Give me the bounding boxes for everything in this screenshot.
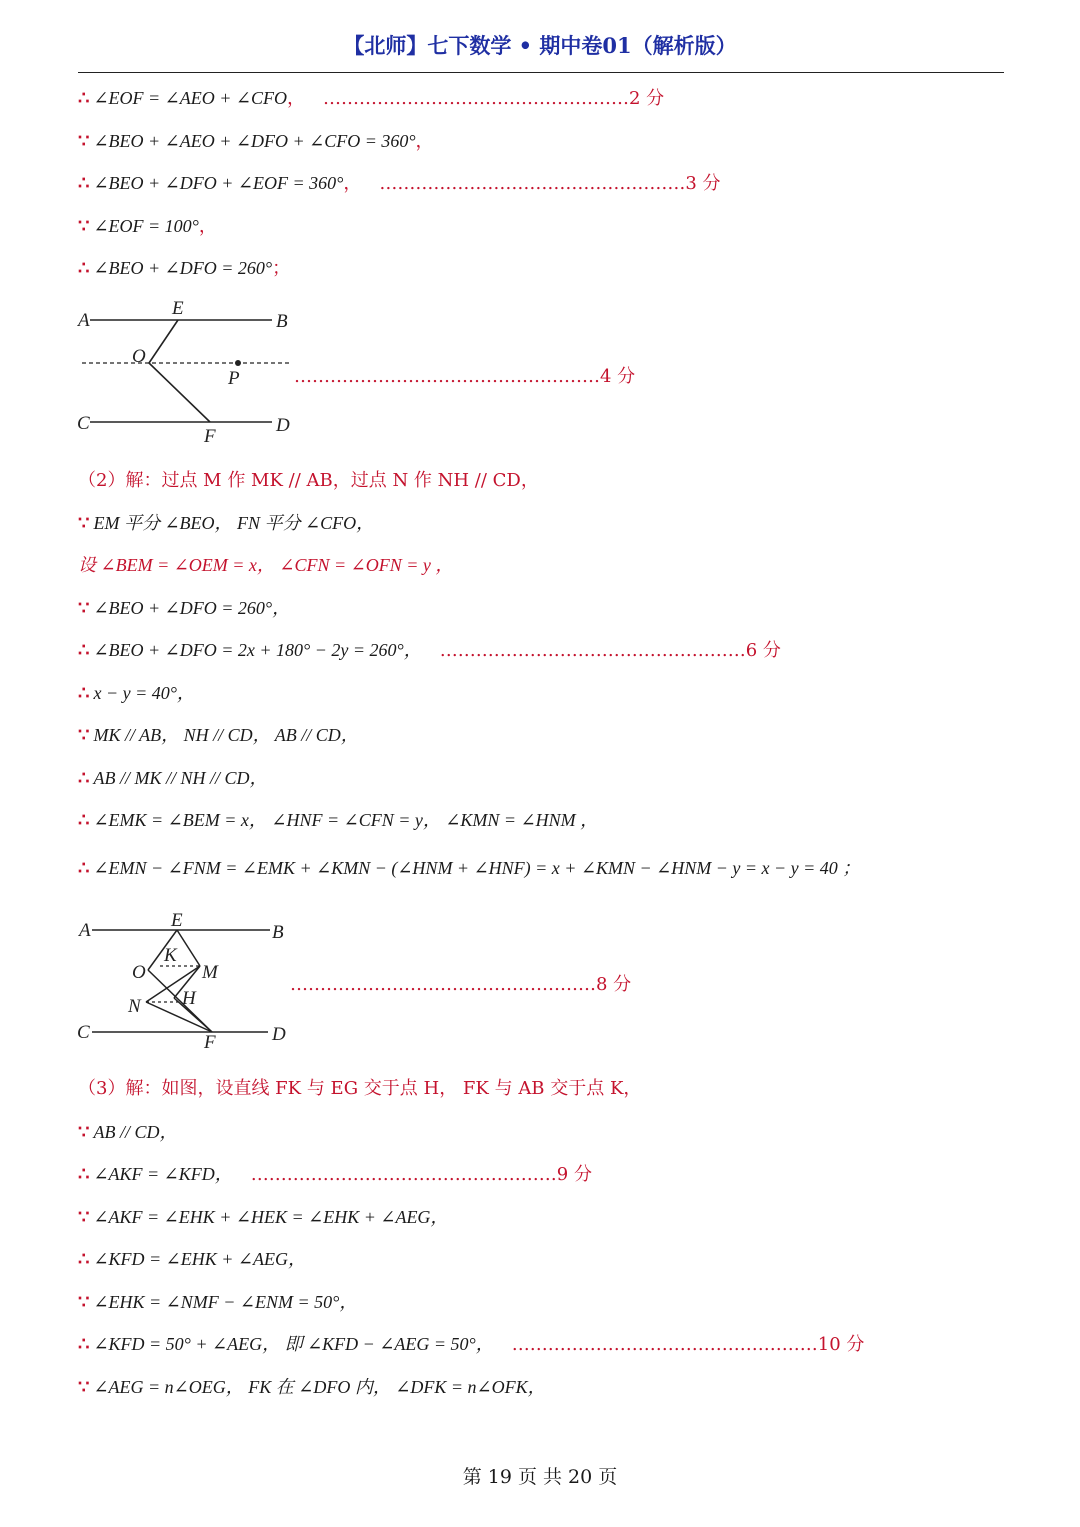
label-D: D xyxy=(272,1024,286,1045)
label-M: M xyxy=(202,962,218,983)
header-divider xyxy=(78,72,1004,73)
label-A: A xyxy=(79,920,91,941)
figure-1-score: ……………………………………………4 分 xyxy=(294,366,636,387)
part3-line-8: ∵ ∠AEG = n∠OEG， FK 在 ∠DFO 内， ∠DFK = n∠OFK， xyxy=(78,1377,546,1398)
part2-line-10: ∴ ∠EMN − ∠FNM = ∠EMK + ∠KMN − (∠HNM + ∠HNF) = x + ∠KMN − ∠HNM − y = x − y = 40 ； xyxy=(78,858,861,879)
proof-line-2: ∵ ∠BEO + ∠AEO + ∠DFO + ∠CFO = 360°， xyxy=(78,131,434,152)
part3-line-6: ∵ ∠EHK = ∠NMF − ∠ENM = 50°， xyxy=(78,1292,358,1313)
part3-line-7: ∴ ∠KFD = 50° + ∠AEG， 即 ∠KFD − ∠AEG = 50°， ……………………………………………10 分 xyxy=(78,1334,865,1355)
label-O: O xyxy=(132,346,146,367)
label-H: H xyxy=(182,988,196,1009)
part2-line-8: ∴ AB // MK // NH // CD， xyxy=(78,768,268,789)
proof-line-3: ∴ ∠BEO + ∠DFO + ∠EOF = 360°， ……………………………………………3 分 xyxy=(78,173,721,194)
part2-line-6: ∴ x − y = 40°， xyxy=(78,683,195,704)
part2-line-7: ∵ MK // AB， NH // CD， AB // CD， xyxy=(78,725,359,746)
figure-2-parallel-lines xyxy=(74,908,294,1050)
part2-line-5: ∴ ∠BEO + ∠DFO = 2x + 180° − 2y = 260°， ……………………………………………6 分 xyxy=(78,640,781,661)
part3-line-5: ∴ ∠KFD = ∠EHK + ∠AEG， xyxy=(78,1249,306,1270)
part3-line-1: （3）解：如图，设直线 FK 与 EG 交于点 H， FK 与 AB 交于点 K， xyxy=(78,1078,642,1099)
part2-line-1: （2）解：过点 M 作 MK // AB，过点 N 作 NH // CD， xyxy=(78,470,539,491)
label-B: B xyxy=(276,311,288,332)
page-header: 【北师】七下数学 • 期中卷01（解析版） xyxy=(343,33,737,58)
figure-2-score: ……………………………………………8 分 xyxy=(290,974,632,995)
label-N: N xyxy=(128,996,141,1017)
label-F: F xyxy=(204,1032,216,1050)
label-A: A xyxy=(78,310,90,331)
part2-line-9: ∴ ∠EMK = ∠BEM = x， ∠HNF = ∠CFN = y， ∠KMN = ∠HNM ， xyxy=(78,810,599,831)
part3-line-2: ∵ AB // CD， xyxy=(78,1122,178,1143)
proof-line-4: ∵ ∠EOF = 100°， xyxy=(78,216,217,237)
label-K: K xyxy=(164,945,177,966)
label-E: E xyxy=(172,298,184,319)
proof-line-1: ∴ ∠EOF = ∠AEO + ∠CFO， ……………………………………………2 分 xyxy=(78,88,665,109)
label-P: P xyxy=(228,368,240,389)
figure-1-parallel-lines xyxy=(74,296,304,446)
label-F: F xyxy=(204,426,216,446)
part2-line-4: ∵ ∠BEO + ∠DFO = 260°， xyxy=(78,598,291,619)
label-B: B xyxy=(272,922,284,943)
part2-line-3: 设 ∠BEM = ∠OEM = x， ∠CFN = ∠OFN = y ， xyxy=(78,555,454,575)
page-footer: 第 19 页 共 20 页 xyxy=(462,1466,618,1488)
label-C: C xyxy=(77,1022,90,1043)
part2-line-2: ∵ EM 平分 ∠BEO， FN 平分 ∠CFO， xyxy=(78,513,375,534)
label-O: O xyxy=(132,962,146,983)
part3-line-4: ∵ ∠AKF = ∠EHK + ∠HEK = ∠EHK + ∠AEG， xyxy=(78,1207,449,1228)
label-E: E xyxy=(171,910,183,931)
proof-line-5: ∴ ∠BEO + ∠DFO = 260°； xyxy=(78,258,291,279)
label-C: C xyxy=(77,413,90,434)
part3-line-3: ∴ ∠AKF = ∠KFD， ……………………………………………9 分 xyxy=(78,1164,592,1185)
label-D: D xyxy=(276,415,290,436)
